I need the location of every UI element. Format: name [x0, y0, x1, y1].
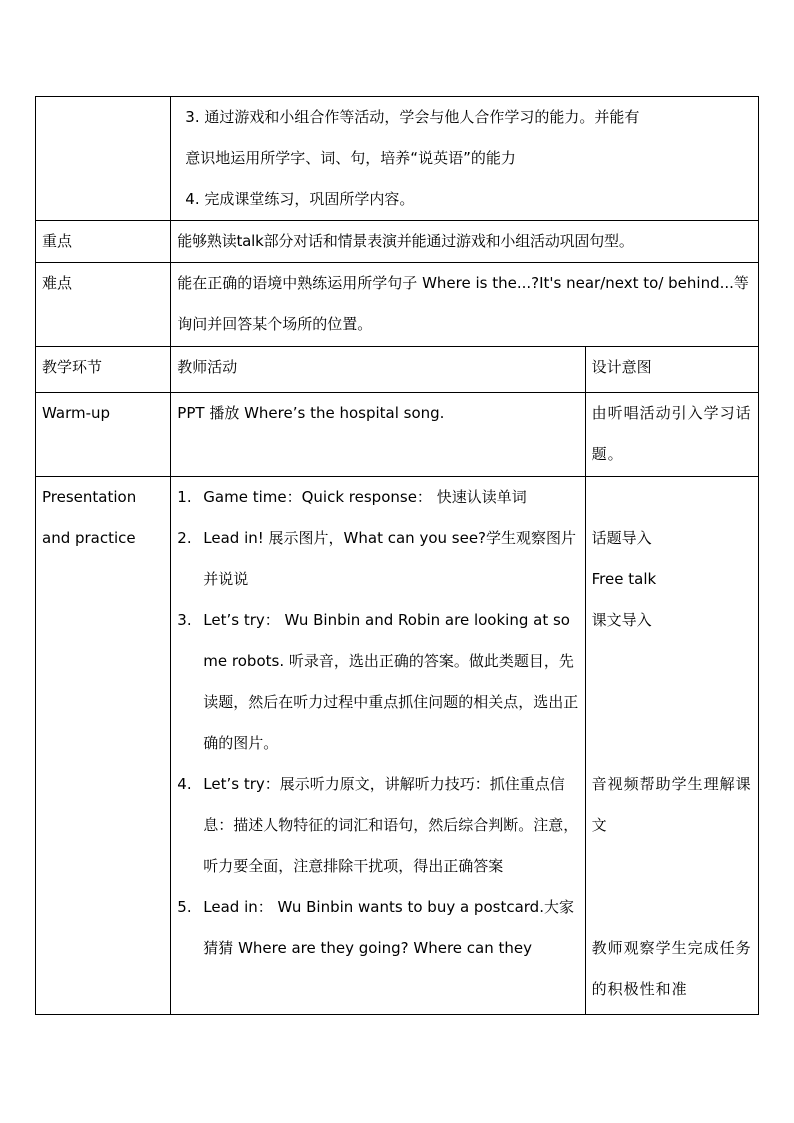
intent-av-help: 音视频帮助学生理解课文: [591, 775, 752, 834]
header-stage: 教学环节: [36, 347, 171, 393]
intent-topic-intro: 话题导入: [591, 529, 652, 547]
objectives-label-cell: [36, 97, 171, 221]
activity-step: 1. Game time：Quick response： 快速认读单词: [177, 488, 527, 506]
header-row: [36, 347, 759, 393]
intent-observe: 教师观察学生完成任务的积极性和准: [591, 939, 752, 998]
difficulties-text: 能在正确的语境中熟练运用所学句子 Where is the...?It's near/next to/ behind...等询问并回答某个场所的位置。: [171, 263, 759, 347]
intent-free-talk: Free talk: [591, 570, 657, 588]
presentation-stage-line-1: Presentation: [42, 488, 137, 506]
warmup-activity: PPT 播放 Where’s the hospital song.: [171, 393, 585, 477]
presentation-stage-line-2: and practice: [42, 529, 136, 547]
activity-step: 3. Let’s try： Wu Binbin and Robin are looking at some robots. 听录音，选出正确的答案。做此类题目，先读题，然后在听力过程中重点抓住问题的相关点，选出正确的图片。: [177, 611, 579, 752]
objective-item-4: 4. 完成课堂练习，巩固所学内容。: [185, 190, 415, 208]
objectives-cell: [171, 97, 759, 221]
activity-steps-list: [177, 477, 578, 969]
activity-step: 2. Lead in! 展示图片，What can you see?学生观察图片并说说: [177, 529, 577, 588]
activity-step: 4. Let’s try：展示听力原文，讲解听力技巧：抓住重点信息：描述人物特征的词汇和语句，然后综合判断。注意，听力要全面，注意排除干扰项，得出正确答案: [177, 775, 579, 875]
presentation-stage-cell: [36, 477, 171, 1015]
warmup-stage: Warm-up: [36, 393, 171, 477]
header-teacher-activity: 教师活动: [171, 347, 585, 393]
key-points-row: [36, 221, 759, 263]
difficulties-row: [36, 263, 759, 347]
presentation-activities-cell: [171, 477, 585, 1015]
warmup-intent: 由听唱活动引入学习话题。: [585, 393, 758, 477]
presentation-row: [36, 477, 759, 1015]
key-points-label: 重点: [36, 221, 171, 263]
objective-item-3-line-2: 意识地运用所学字、词、句，培养“说英语”的能力: [185, 149, 516, 167]
warmup-row: [36, 393, 759, 477]
objective-item-3-line-1: 3. 通过游戏和小组合作等活动，学会与他人合作学习的能力。并能有: [185, 108, 640, 126]
key-points-text: 能够熟读talk部分对话和情景表演并能通过游戏和小组活动巩固句型。: [171, 221, 759, 263]
presentation-intent-cell: [585, 477, 758, 1015]
lesson-plan-table: [35, 96, 759, 1015]
intent-text-intro: 课文导入: [591, 611, 652, 629]
activity-step: 5. Lead in： Wu Binbin wants to buy a postcard.大家猜猜 Where are they going? Where can they: [177, 898, 574, 957]
header-design-intent: 设计意图: [585, 347, 758, 393]
difficulties-label: 难点: [36, 263, 171, 347]
objectives-row: [36, 97, 759, 221]
